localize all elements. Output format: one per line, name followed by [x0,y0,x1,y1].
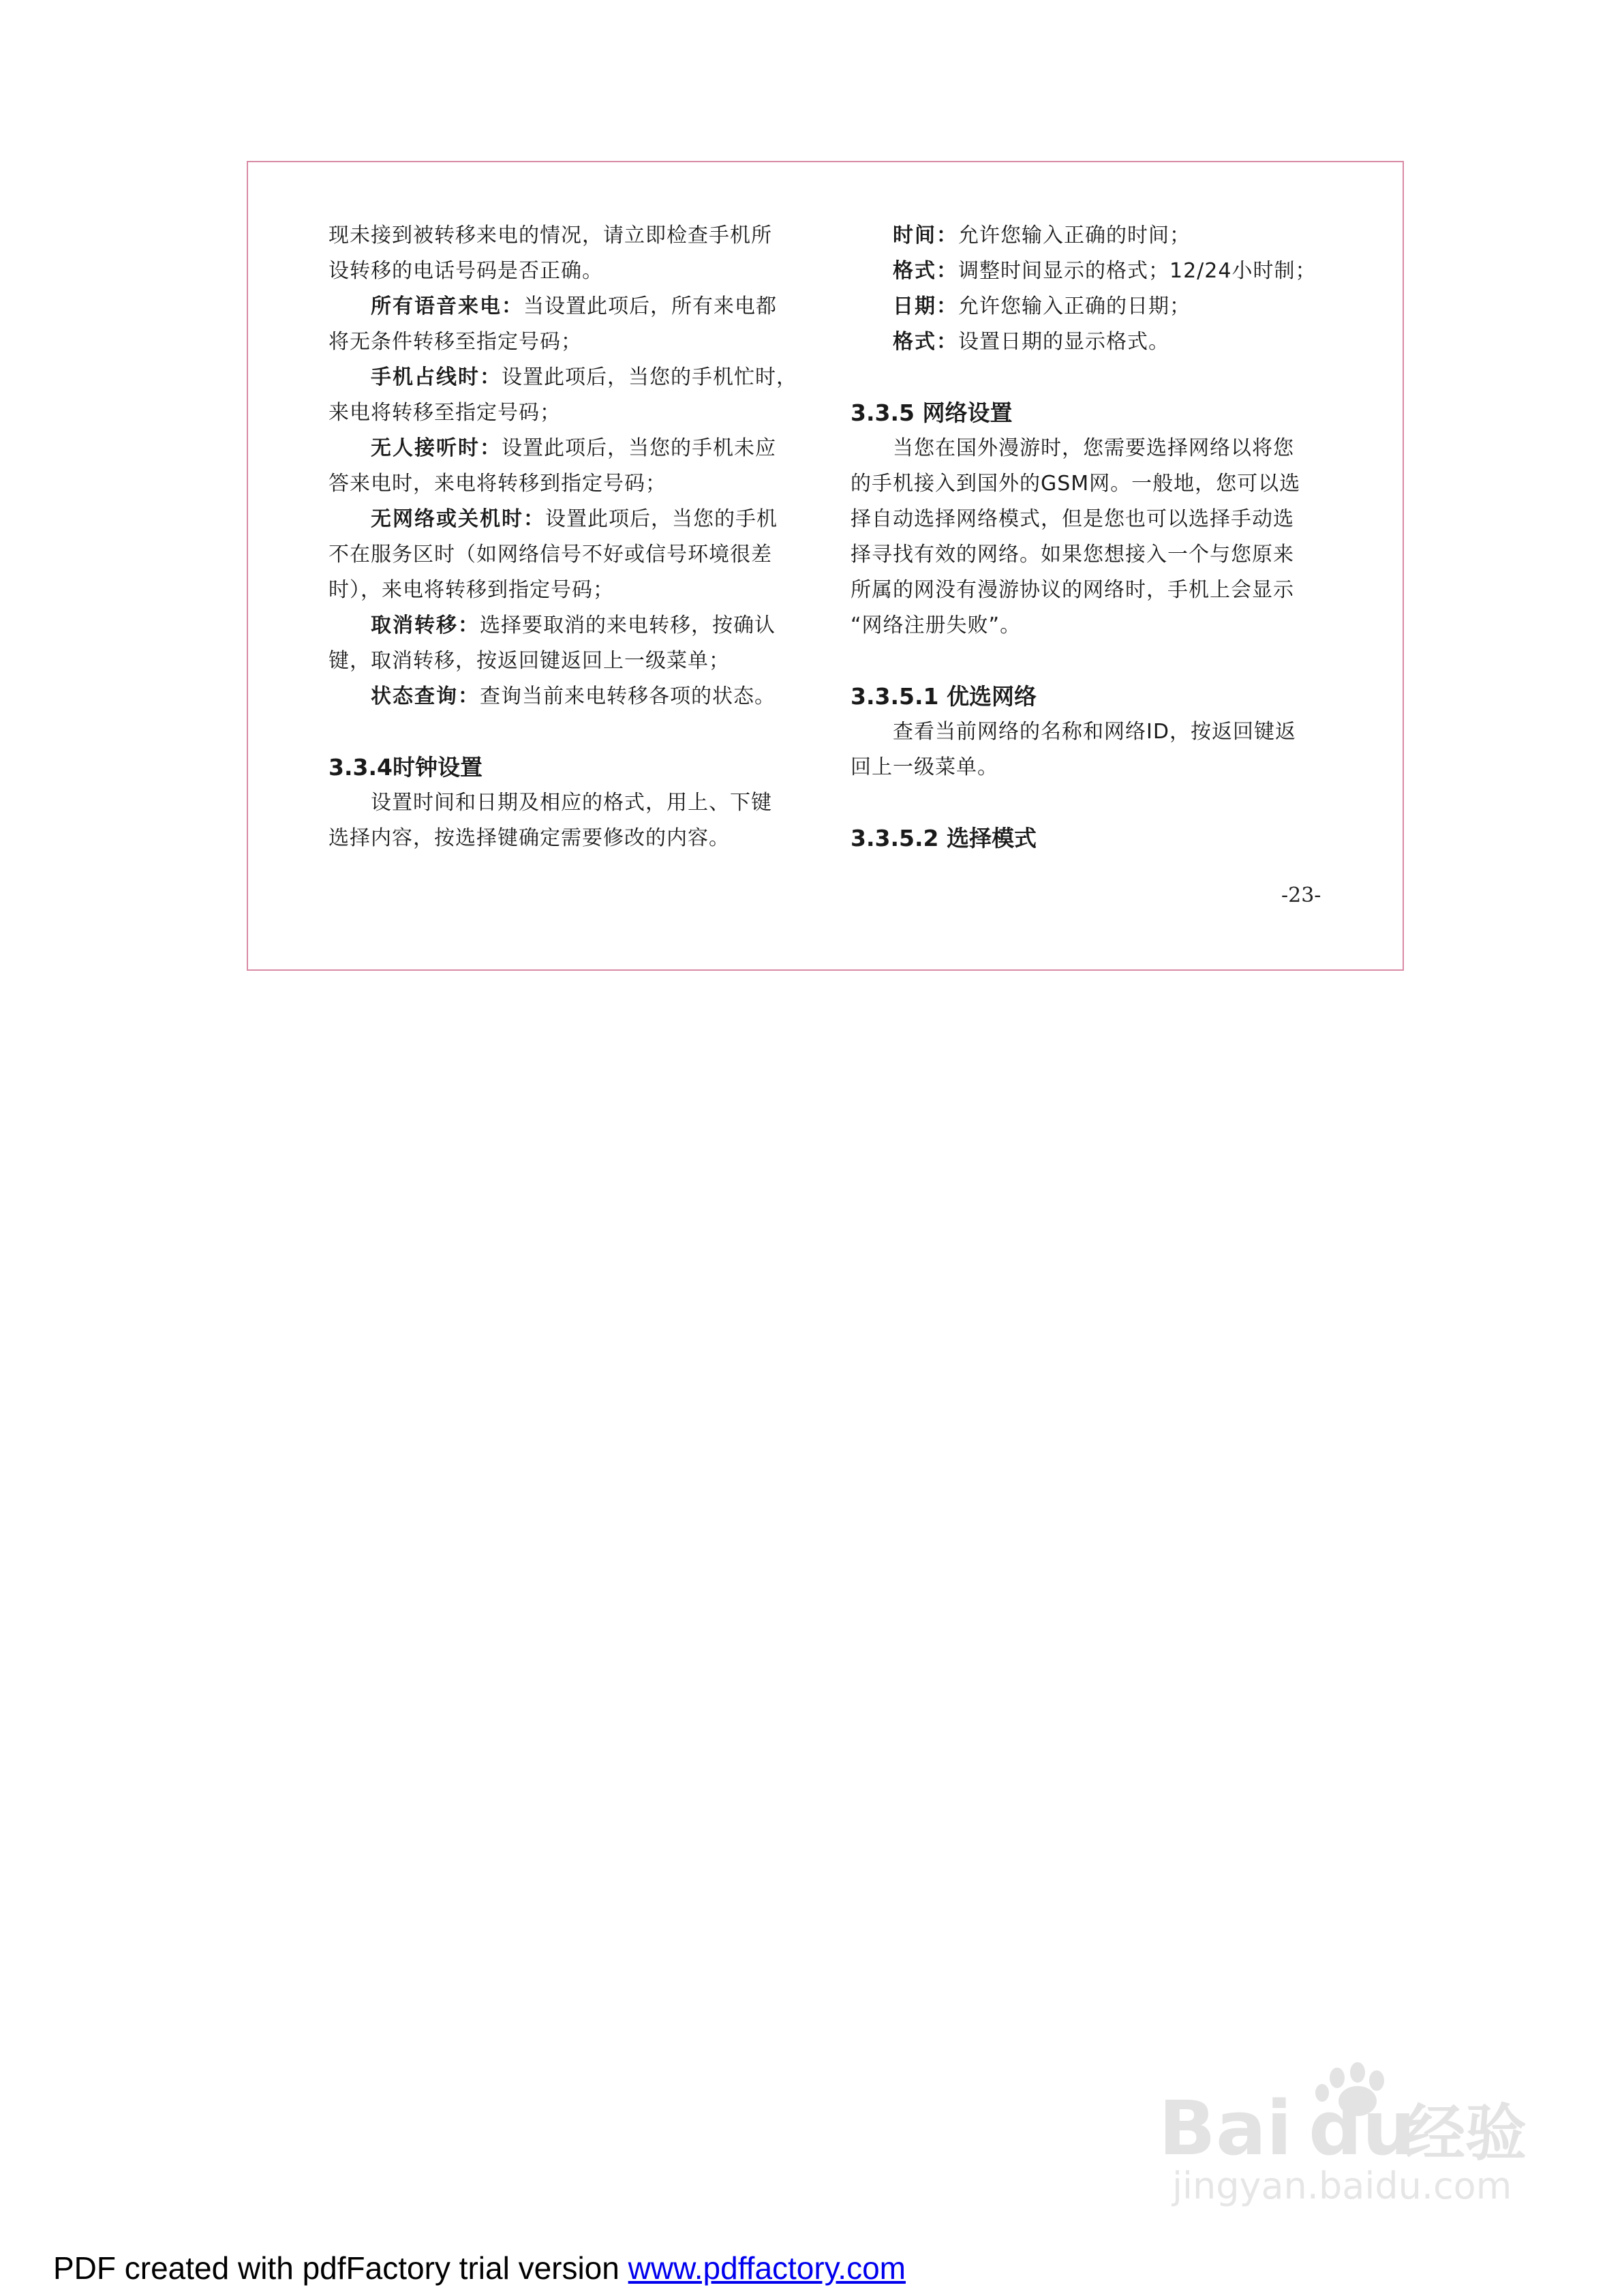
term-text: 设置此项后，当您的手机 [545,507,778,531]
list-item [328,289,826,324]
term-label: 格式： [893,330,958,354]
paragraph-line: 所属的网没有漫游协议的网络时，手机上会显示 [851,578,1294,602]
paragraph-line: 答来电时，来电将转移到指定号码； [328,472,667,496]
paragraph-line: 选择内容，按选择键确定需要修改的内容。 [328,826,730,850]
paragraph-line: 键，取消转移，按返回键返回上一级菜单； [328,649,730,673]
list-item [851,324,1348,360]
list-item [328,679,826,714]
paragraph-line: 查看当前网络的名称和网络ID，按返回键返 [893,720,1296,744]
term-text: 调整时间显示的格式；12/24小时制； [958,259,1317,283]
paragraph-line: 来电将转移至指定号码； [328,401,561,425]
left-column [328,218,826,856]
list-item [851,289,1348,324]
paragraph-line: 不在服务区时（如网络信号不好或信号环境很差 [328,543,772,567]
right-column [851,218,1348,856]
term-text: 查询当前来电转移各项的状态。 [480,684,776,708]
term-text: 设置此项后，当您的手机忙时， [502,365,797,389]
term-text: 允许您输入正确的日期； [958,294,1191,318]
footer-link[interactable]: www.pdffactory.com [628,2250,906,2286]
brand-label: 经验 [1404,2098,1527,2169]
term-label: 所有语音来电： [371,294,523,318]
pdf-footer [53,2250,906,2286]
paragraph-line: “网络注册失败”。 [851,614,1022,637]
list-item [851,218,1348,254]
paragraph-line: 将无条件转移至指定号码； [328,330,582,354]
section-heading: 3.3.4时钟设置 [328,754,483,781]
brand-text-2: du [1309,2085,1416,2172]
term-text: 允许您输入正确的时间； [958,224,1191,247]
list-item [328,360,826,395]
list-item [328,502,826,537]
subsection-heading: 3.3.5.2 选择模式 [851,825,1037,851]
paragraph-line: 回上一级菜单。 [851,755,998,779]
brand-text: Bai [1159,2085,1292,2172]
term-text: 当设置此项后，所有来电都 [523,294,777,318]
term-text: 设置日期的显示格式。 [958,330,1169,354]
paragraph-line: 择寻找有效的网络。如果您想接入一个与您原来 [851,543,1294,567]
paragraph-line: 当您在国外漫游时，您需要选择网络以将您 [893,436,1294,460]
paragraph-line: 现未接到被转移来电的情况，请立即检查手机所 [328,224,772,247]
term-label: 手机占线时： [371,365,502,389]
term-text: 选择要取消的来电转移，按确认 [480,614,776,637]
paragraph-line: 择自动选择网络模式，但是您也可以选择手动选 [851,507,1294,531]
subsection-heading: 3.3.5.1 优选网络 [851,683,1037,710]
list-item [851,254,1348,289]
term-label: 状态查询： [371,684,480,708]
baidu-watermark [1159,2059,1540,2209]
paragraph-line: 设转移的电话号码是否正确。 [328,259,603,283]
page-number: -23- [1281,883,1321,907]
term-label: 时间： [893,224,958,247]
list-item [328,431,826,466]
term-label: 无人接听时： [371,436,502,460]
paragraph-line: 的手机接入到国外的GSM网。一般地，您可以选 [851,472,1301,496]
term-label: 格式： [893,259,958,283]
section-heading: 3.3.5 网络设置 [851,399,1013,426]
paragraph-line: 时），来电将转移到指定号码； [328,578,614,602]
footer-text: PDF created with pdfFactory trial version [53,2250,628,2286]
list-item [328,608,826,644]
paragraph-line: 设置时间和日期及相应的格式，用上、下键 [371,791,772,815]
term-label: 取消转移： [371,614,480,637]
term-label: 日期： [893,294,958,318]
brand-url: jingyan.baidu.com [1172,2164,1512,2207]
term-label: 无网络或关机时： [371,507,545,531]
term-text: 设置此项后，当您的手机未应 [502,436,776,460]
